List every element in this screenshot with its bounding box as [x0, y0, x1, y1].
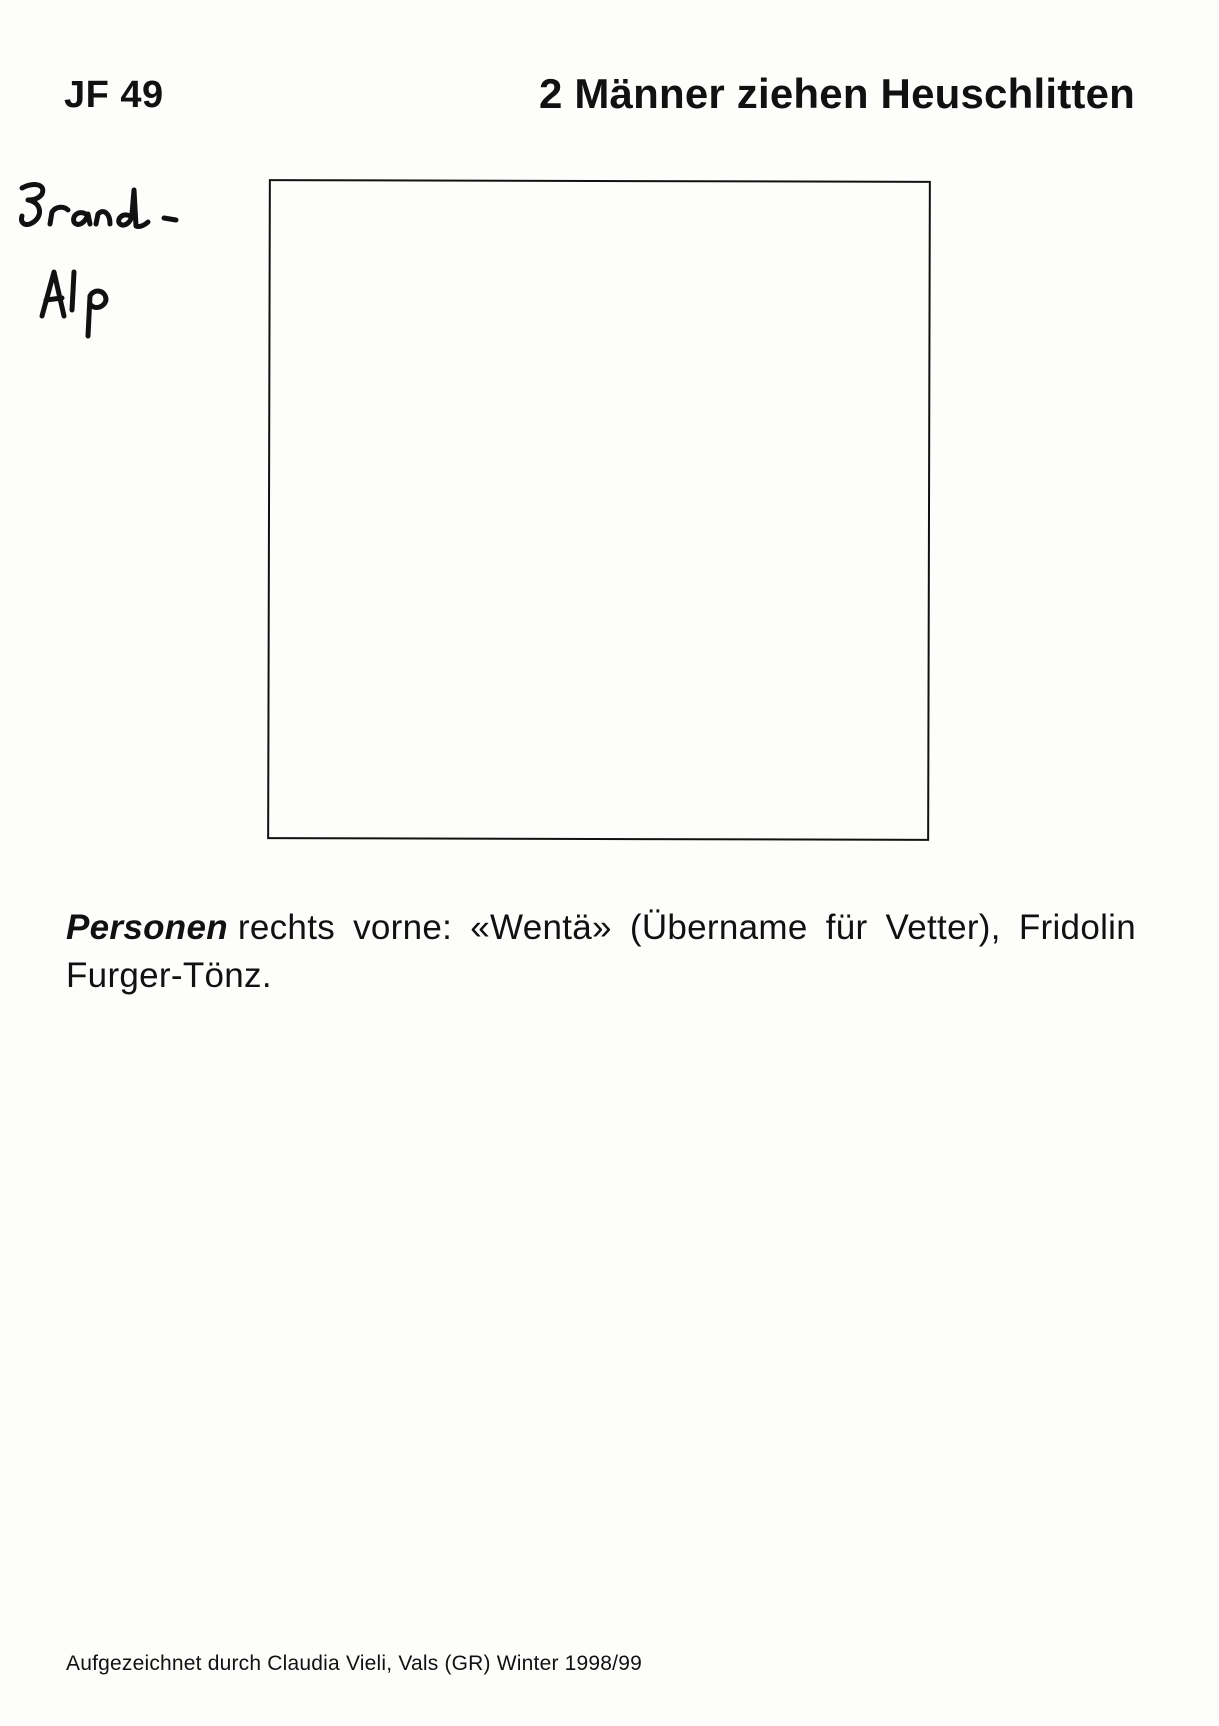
- photo-placeholder-frame: [267, 179, 931, 841]
- caption: [66, 904, 1136, 1000]
- footer-credit: Aufgezeichnet durch Claudia Vieli, Vals (GR) Winter 1998/99: [66, 1652, 642, 1675]
- document-id: JF 49: [64, 74, 164, 116]
- caption-text: rechts vorne: «Wentä» (Übername für Vetter), Fridolin Furger-Tönz.: [66, 908, 1136, 995]
- caption-label: Personen: [66, 908, 228, 947]
- document-title: 2 Männer ziehen Heuschlitten: [538, 70, 1135, 117]
- handwritten-note: [8, 168, 228, 348]
